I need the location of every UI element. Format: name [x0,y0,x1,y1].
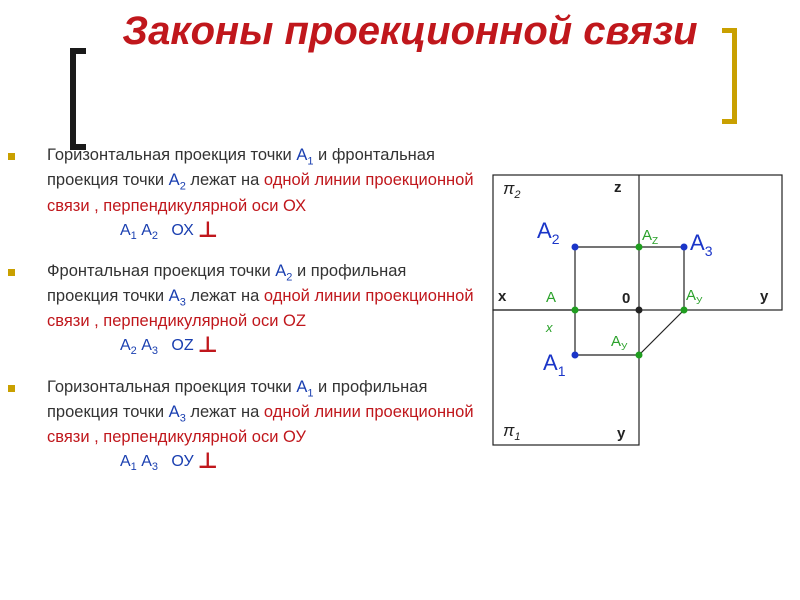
point-label: $А_3$ [168,287,186,309]
pi2-label: $\pi_2$ [503,179,521,201]
ax-subscript: x [546,320,553,335]
origin-label: 0 [622,290,631,307]
rule-formula: $А_1$ $А_2$ ОХ ⊥ [120,216,218,242]
point-label: $А_1$ [296,377,314,399]
pi1-label: $\pi_1$ [503,421,521,443]
a3-label: $А_3$ [690,230,713,259]
ax-label: А [546,289,557,306]
az-label: $А_Z$ [642,227,659,247]
point-a3 [681,244,688,251]
rule-formula: $А_2$ $А_3$ OZ ⊥ [120,332,218,358]
point-az [636,244,643,251]
point-a2 [572,244,579,251]
y-axis-label-bottom: y [617,425,626,442]
y-axis-label-right: y [760,288,769,305]
rule-highlight: одной линии проекционной связи , перпендикулярной оси ОУ [47,402,474,447]
rule-highlight: одной линии проекционной связи , перпендикулярной оси OZ [47,287,474,331]
rule-formula: $А_1$ $А_3$ ОУ ⊥ [120,448,218,474]
a2-label: $А_2$ [537,218,560,247]
point-label: $А_3$ [168,402,186,425]
rule-text: Горизонтальная проекция точки $А_1$ и фронтальная проекция точки $А_2$ лежат на одной линии проекционной связи , перпендикулярной оси ОХ [47,146,474,215]
perpendicular-icon: ⊥ [197,216,218,242]
point-ay-right [681,307,688,314]
point-label: $А_1$ [296,146,314,168]
x-axis-label: x [498,288,507,305]
point-a1 [572,352,579,359]
point-label: $А_2$ [168,171,186,193]
z-axis-label: z [614,179,622,196]
point-label: $А_2$ [275,261,293,284]
a1-label: $А_1$ [543,350,566,379]
origin-point [636,307,643,314]
rule-highlight: одной линии проекционной связи , перпендикулярной оси ОХ [47,171,474,215]
rule-text: Фронтальная проекция точки $А_2$ и профильная проекция точки $А_3$ лежат на одной линии проекционной связи , перпендикулярной оси OZ [47,261,474,331]
point-ay-bottom [636,352,643,359]
rule-text: Горизонтальная проекция точки $А_1$ и профильная проекция точки $А_3$ лежат на одной линии проекционной связи , перпендикулярной оси ОУ [47,377,474,447]
perpendicular-icon: ⊥ [197,448,218,474]
point-ax [572,307,579,314]
ay-right-label: $А_У$ [686,287,703,307]
page-title: Законы проекционной связи [122,9,698,53]
ay-bottom-label: $А_У$ [611,333,628,353]
perpendicular-icon: ⊥ [197,332,218,358]
